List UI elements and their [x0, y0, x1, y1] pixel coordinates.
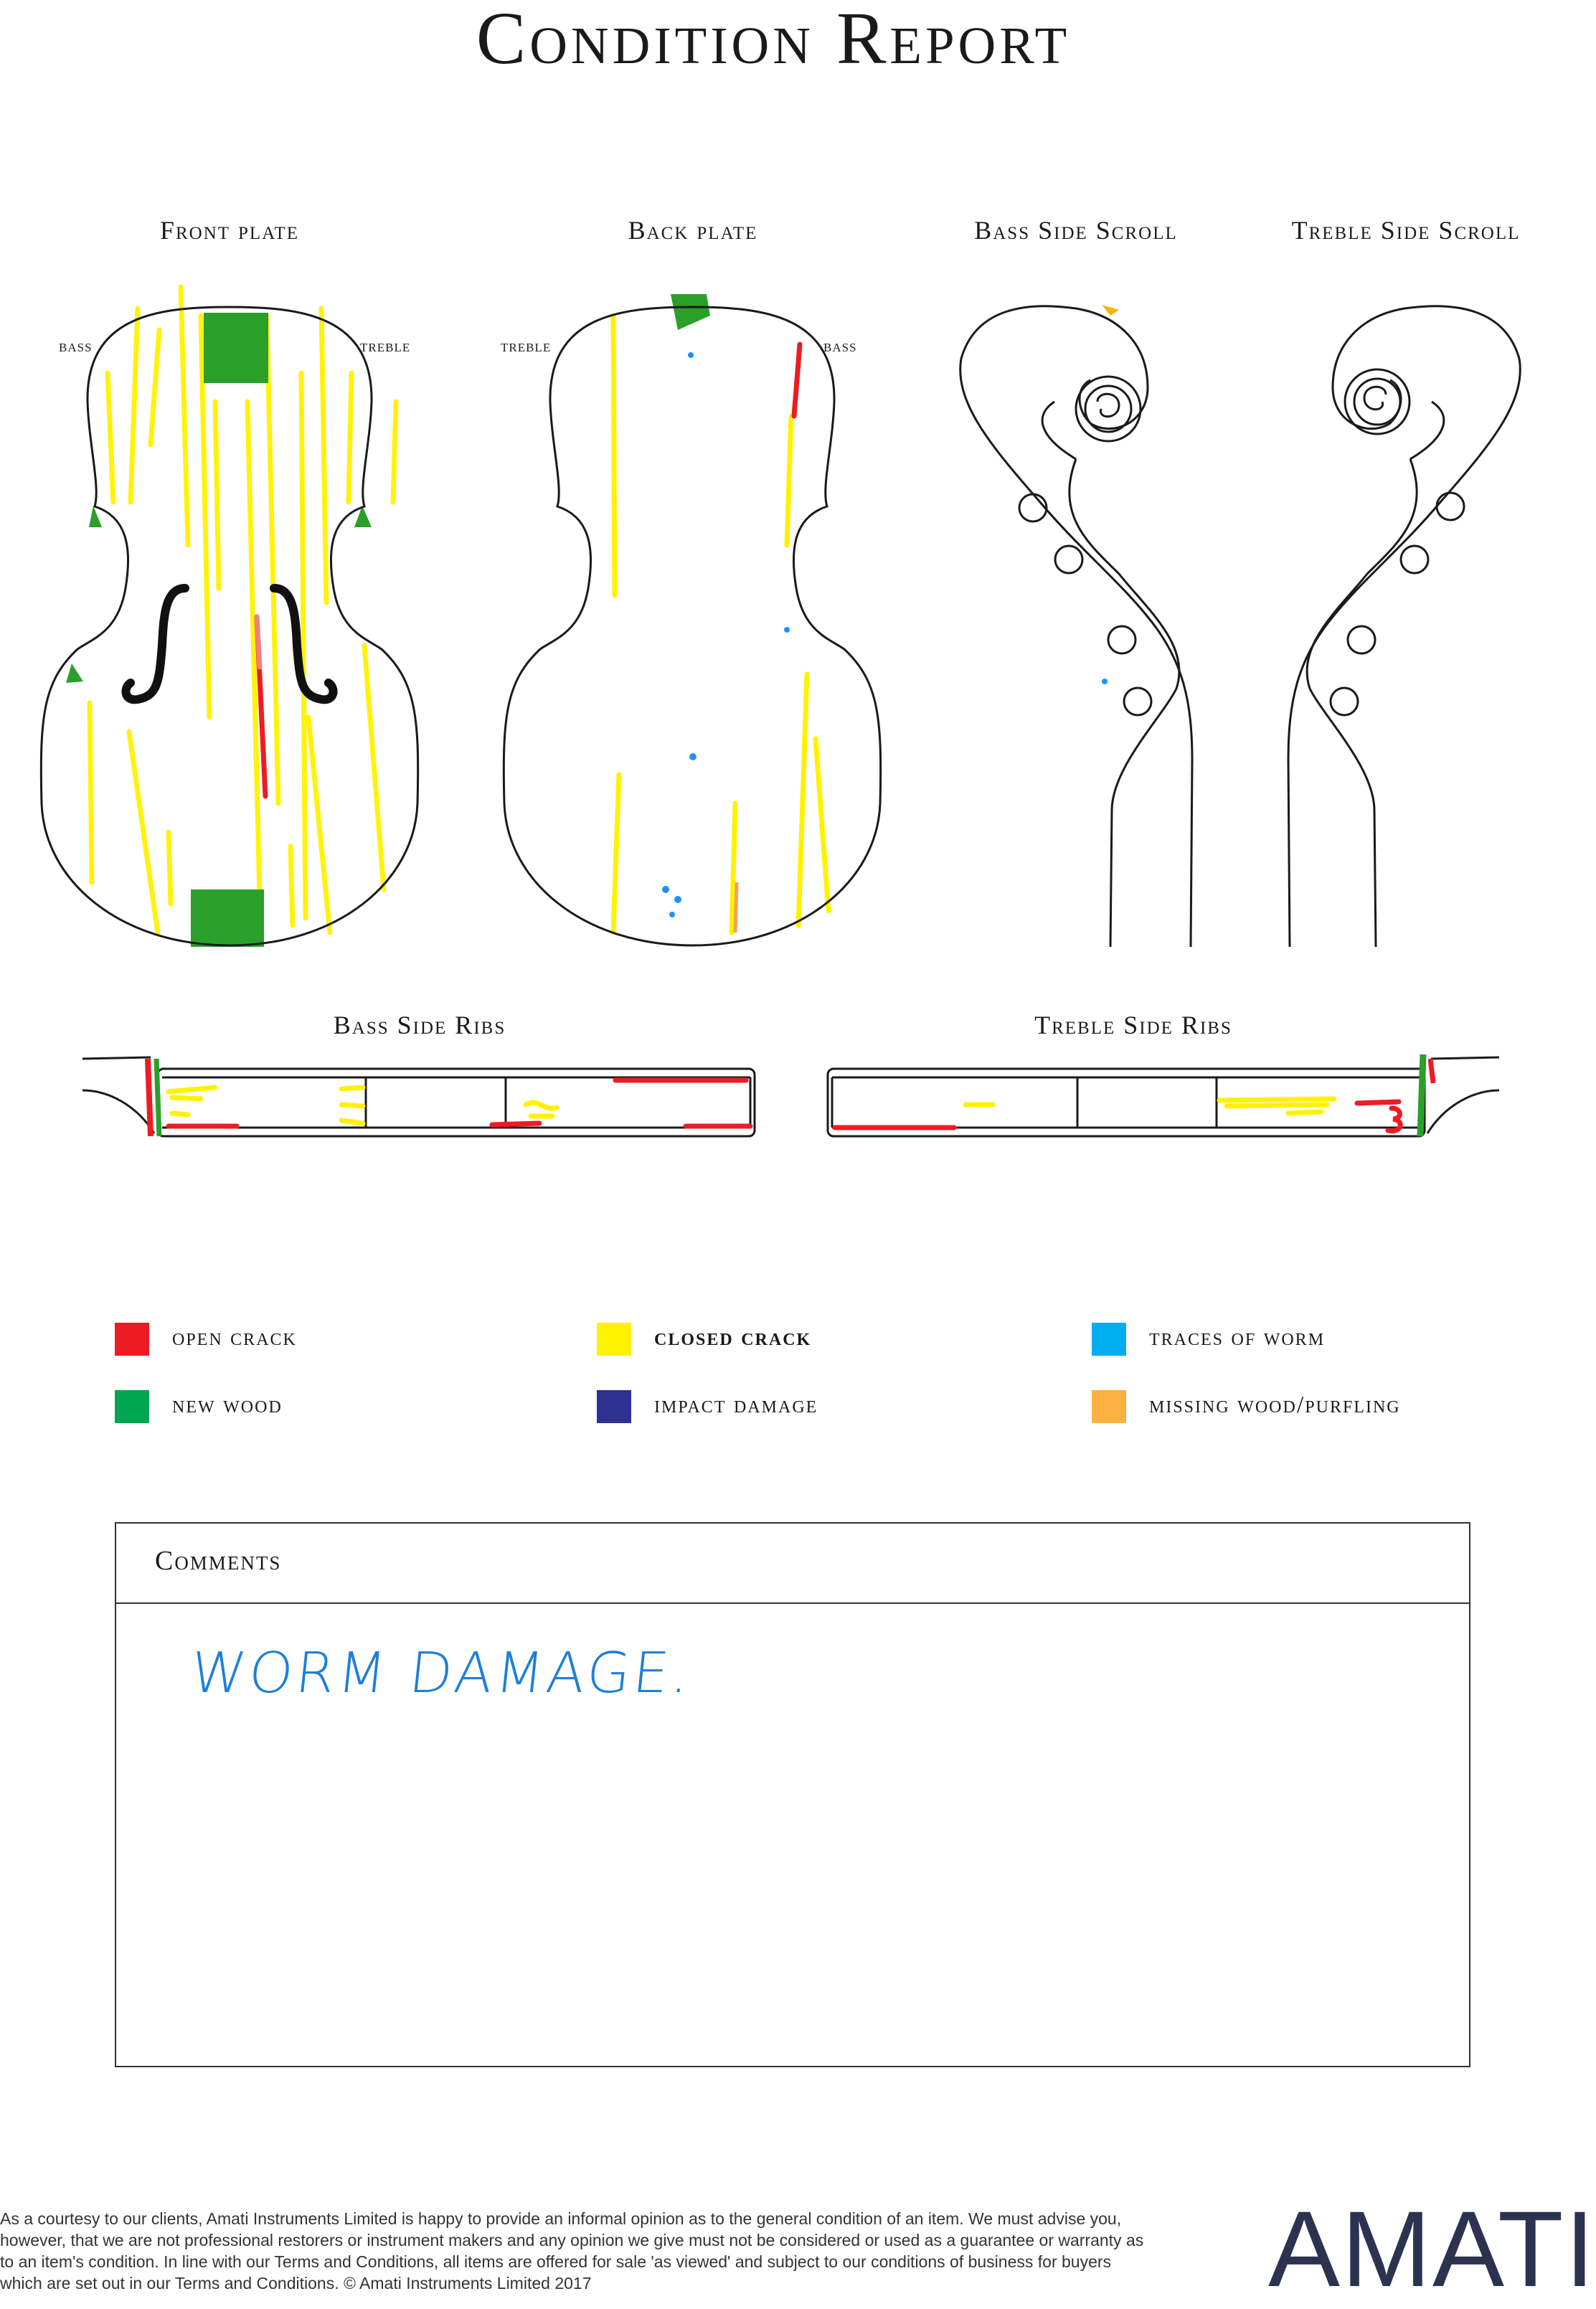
legend-swatch-traces-of-worm [1092, 1323, 1126, 1356]
comment-handwritten-text: WORM DAMAGE. [187, 1641, 696, 1706]
treble-side-scroll-label: Treble Side Scroll [1291, 216, 1521, 245]
legend-swatch-missing-wood [1092, 1390, 1126, 1423]
bass-side-scroll-drawing [960, 306, 1192, 947]
page-title: Condition Report [476, 0, 1071, 80]
legend-swatch-new-wood [115, 1390, 149, 1423]
legend-label-traces-of-worm: traces of worm [1149, 1324, 1326, 1351]
legend-label-new-wood: new wood [172, 1392, 283, 1418]
legend-swatch-open-crack [115, 1323, 149, 1356]
legend-label-open-crack: open crack [172, 1324, 297, 1351]
back-bass-side-label: bass [823, 337, 857, 356]
front-treble-side-label: treble [360, 337, 411, 356]
comments-label: Comments [155, 1546, 282, 1576]
treble-side-ribs-drawing [828, 1054, 1499, 1136]
legend-label-missing-wood: missing wood/purfling [1149, 1392, 1401, 1418]
back-treble-side-label: treble [501, 337, 552, 356]
legend-swatch-impact-damage [597, 1390, 631, 1423]
comments-box [115, 1522, 1470, 2067]
front-plate-drawing [41, 287, 417, 947]
bass-side-ribs-label: Bass Side Ribs [333, 1011, 506, 1039]
back-plate-label: Back plate [628, 216, 758, 245]
comments-header [116, 1524, 1469, 1604]
bass-side-ribs-drawing [82, 1057, 755, 1136]
treble-side-ribs-label: Treble Side Ribs [1034, 1011, 1232, 1039]
treble-side-scroll-drawing [1288, 306, 1520, 947]
bass-side-scroll-label: Bass Side Scroll [974, 216, 1178, 245]
front-plate-label: Front plate [159, 216, 300, 245]
legend-label-closed-crack: closed crack [654, 1324, 812, 1351]
back-plate-drawing [504, 294, 880, 945]
legend-swatch-closed-crack [597, 1323, 631, 1356]
disclaimer-text: As a courtesy to our clients, Amati Instruments Limited is happy to provide an informal opinion as to the general condition of an item. We must advise you, however, that we are not professional restorers or instrument makers and any opinion we give must not be considered or used as a guarantee or warranty as to an item's condition. In line with our Terms and Conditions, all items are offered for sale 'as viewed' and subject to our conditions of business for buyers which are set out in our Terms and Conditions. © Amati Instruments Limited 2017 [0, 2209, 1144, 2293]
legend-label-impact-damage: impact damage [654, 1392, 818, 1418]
amati-logo: AMATI [1268, 2188, 1596, 2309]
front-bass-side-label: bass [59, 337, 93, 356]
